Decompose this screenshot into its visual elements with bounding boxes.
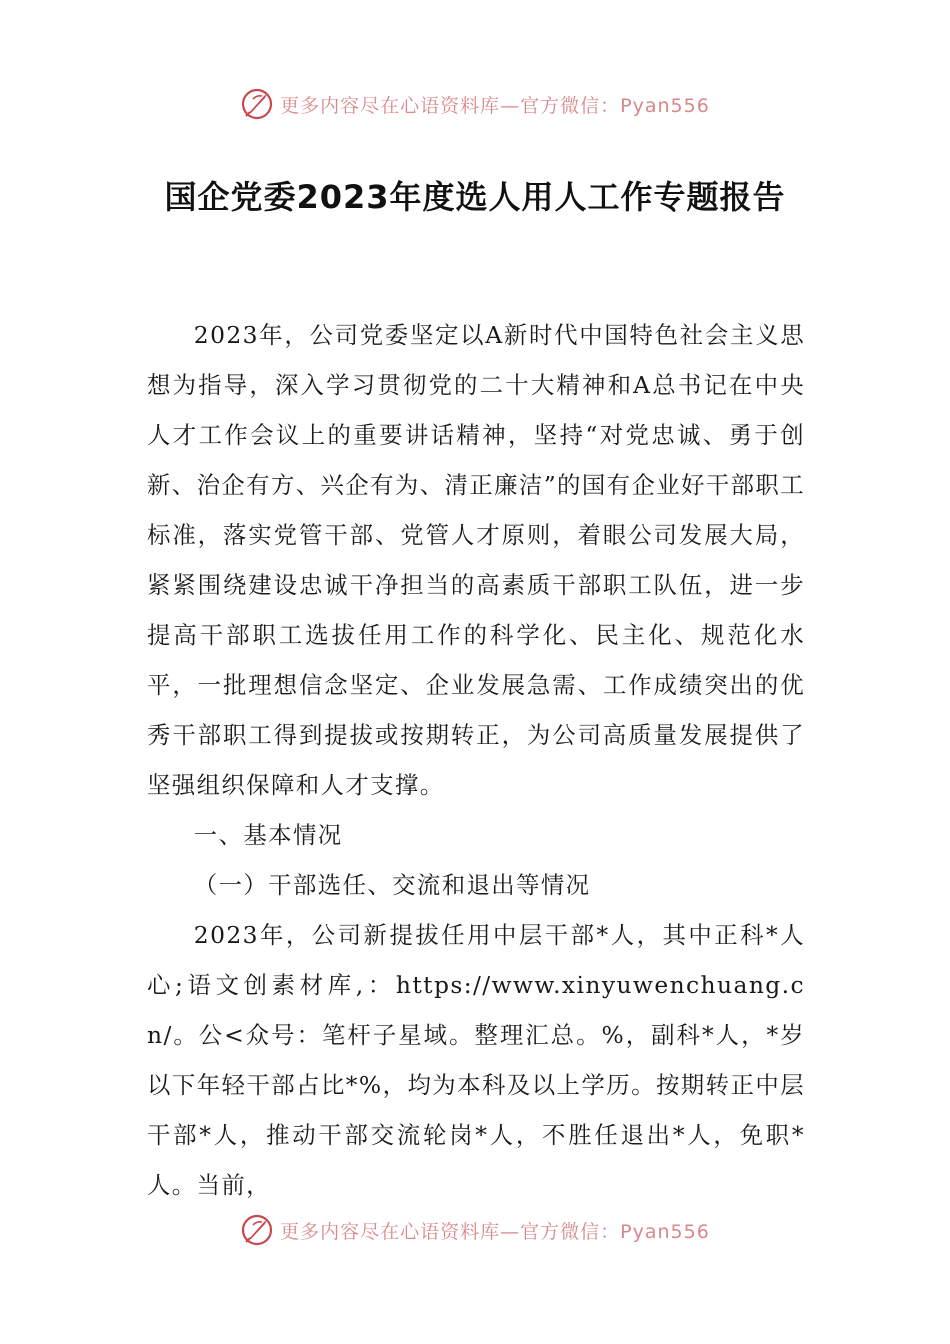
watermark-text: 更多内容尽在心语资料库—官方微信：Pyan556 (280, 94, 710, 117)
subsection-heading: （一）干部选任、交流和退出等情况 (193, 871, 591, 899)
intro-paragraph: 2023年，公司党委坚定以A新时代中国特色社会主义思想为指导，深入学习贯彻党的二十大精神和A总书记在中央人才工作会议上的重要讲话精神，坚持“对党忠诚、勇于创新、治企有方、兴企有为、清正廉洁”的国有企业好干部职工标准，落实党管干部、党管人才原则，着眼公司发展大局，紧紧围绕建设忠诚干净担当的高素质干部职工队伍，进一步提高干部职工选拔任用工作的科学化、民主化、规范化水平，一批理想信念坚定、企业发展急需、工作成绩突出的优秀干部职工得到提拔或按期转正，为公司高质量发展提供了坚强组织保障和人才支撑。 (147, 321, 805, 799)
watermark-footer (0, 1210, 950, 1250)
quill-logo-icon (240, 1213, 274, 1247)
watermark-text: 更多内容尽在心语资料库—官方微信：Pyan556 (280, 1220, 710, 1243)
quill-logo-icon (240, 87, 274, 121)
document-title: 国企党委2023年度选人用人工作专题报告 (164, 178, 786, 216)
body-paragraph: 2023年，公司新提拔任用中层干部*人，其中正科*人心;语文创素材库,：https://www.xinyuwenchuang.cn/。公<众号：笔杆子星域。整理汇总。%，副科*人，*岁以下年轻干部占比*%，均为本科及以上学历。按期转正中层干部*人，推动干部交流轮岗*人，不胜任退出*人，免职*人。当前， (147, 921, 805, 1199)
watermark-header (0, 84, 950, 124)
document-body (147, 310, 805, 1210)
section-heading: 一、基本情况 (193, 821, 343, 849)
